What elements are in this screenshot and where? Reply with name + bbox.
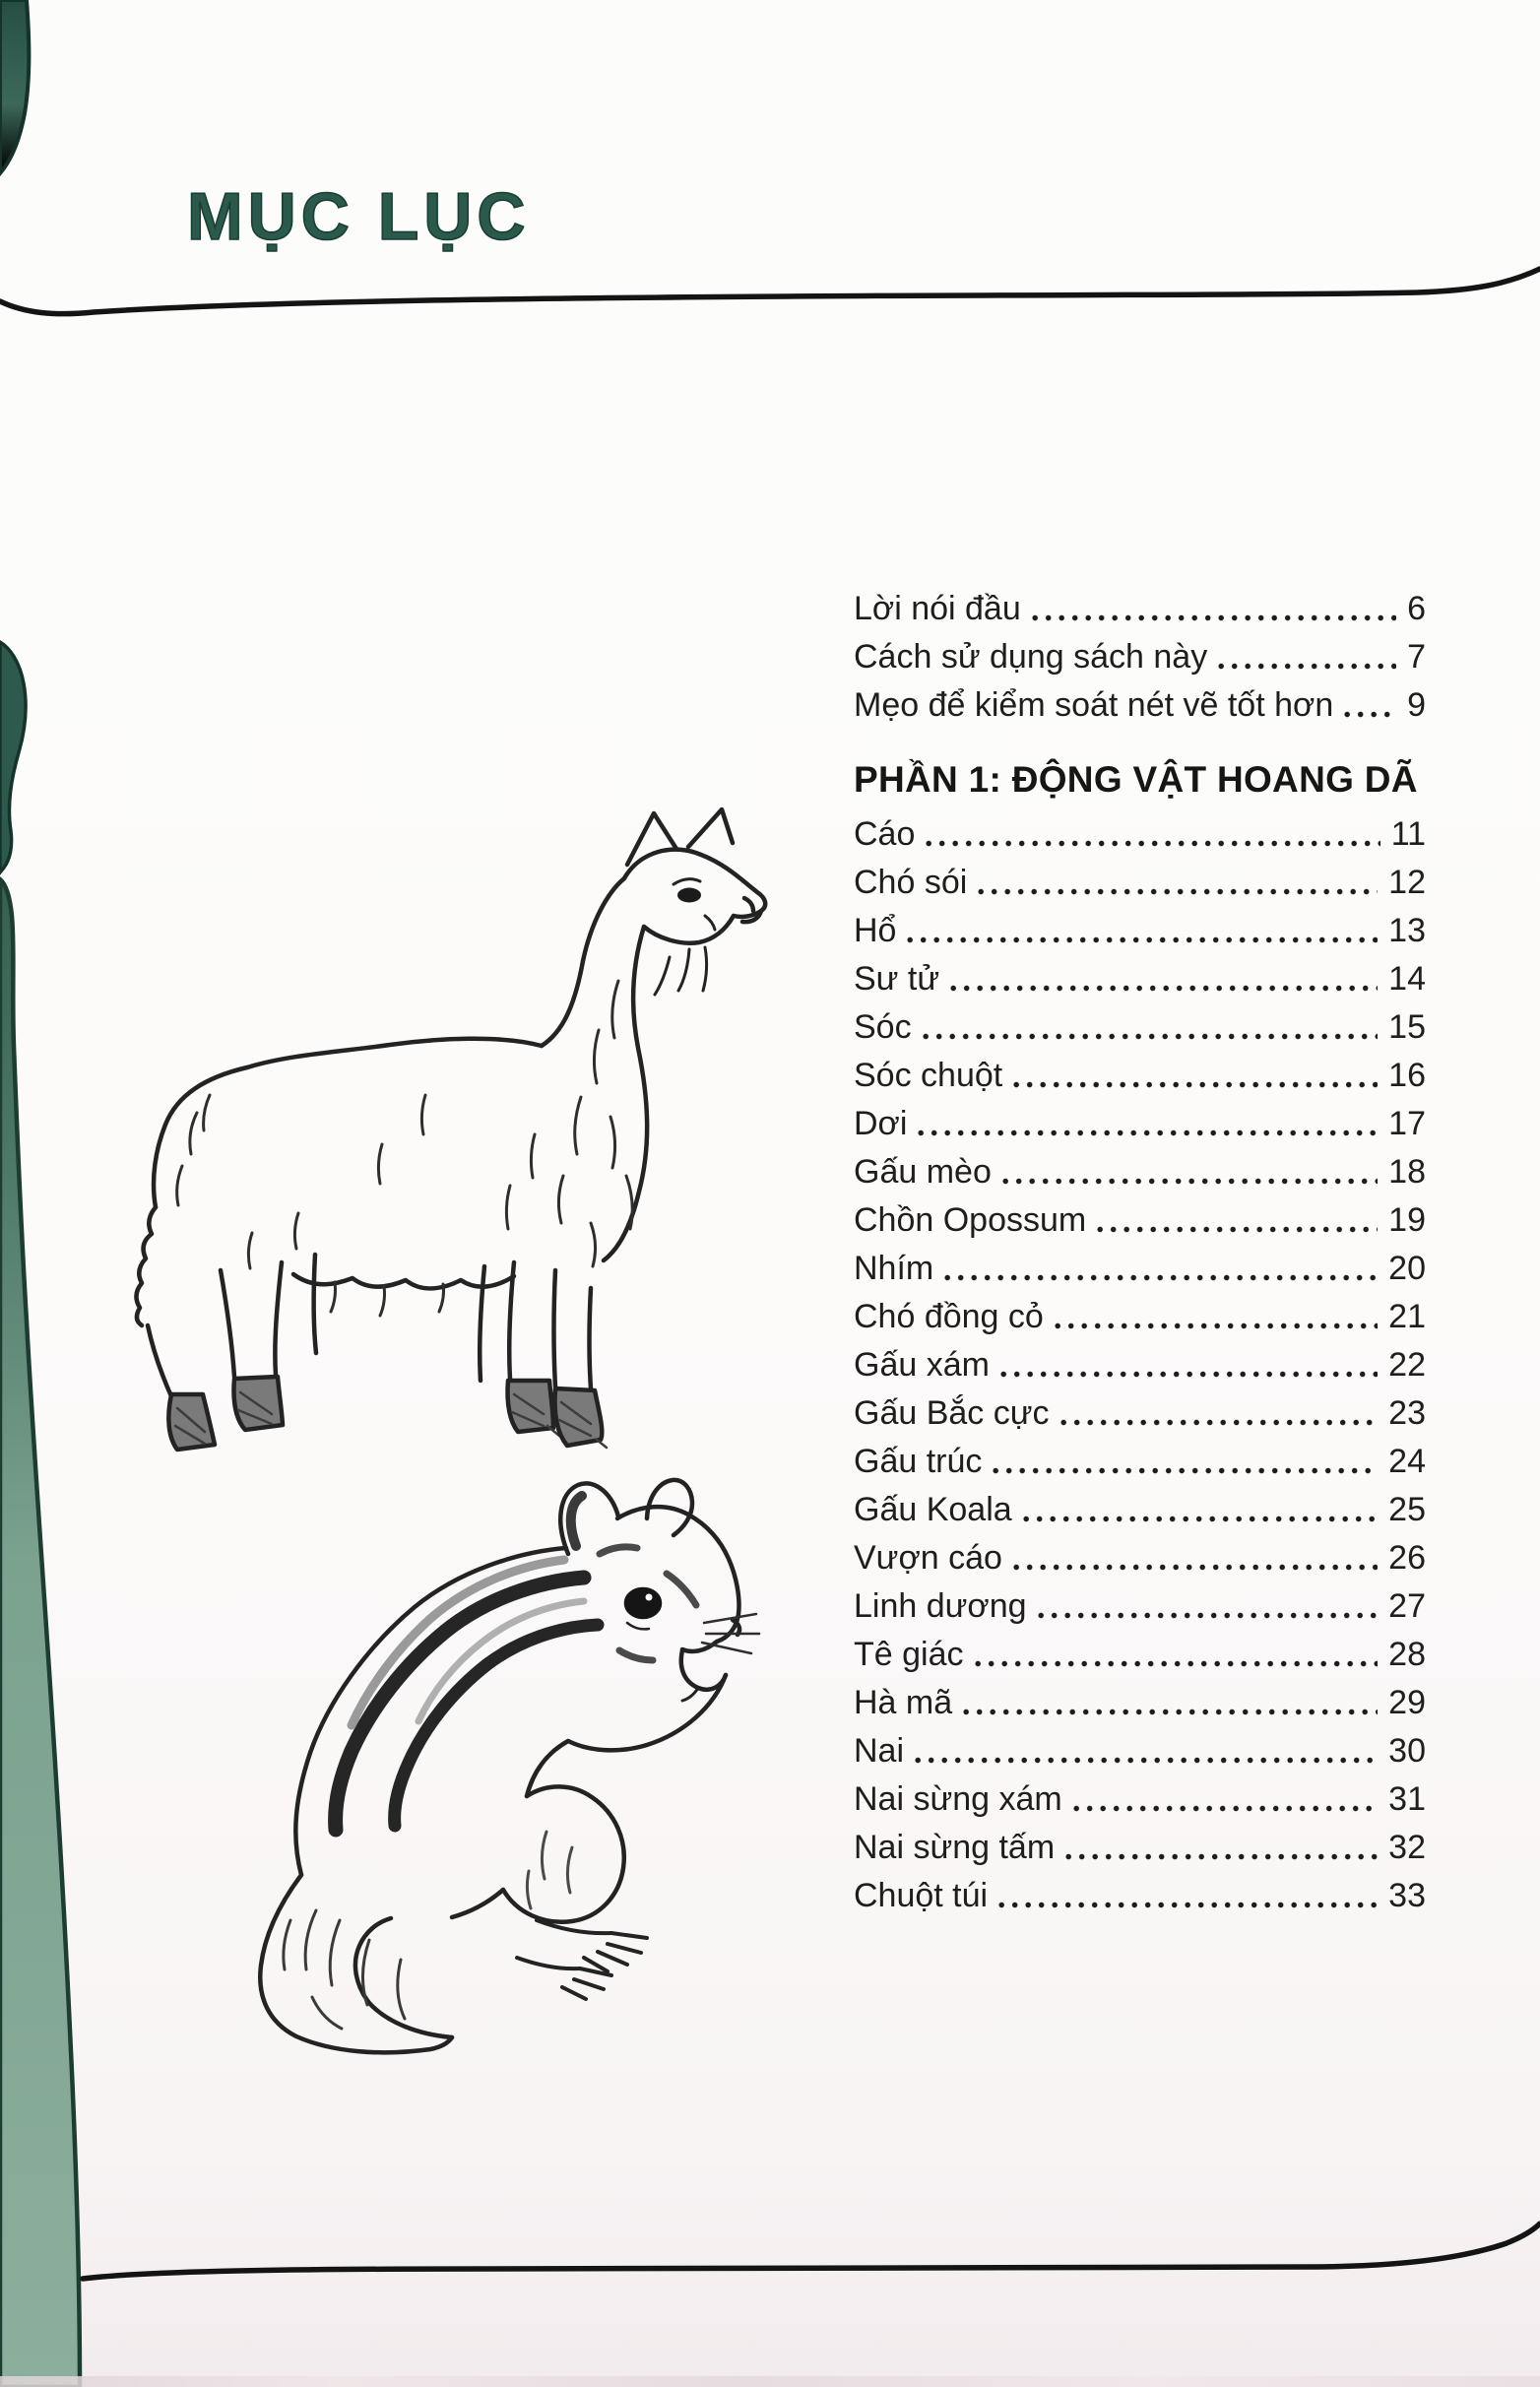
leader-dots <box>918 1129 1378 1136</box>
spine-lower-strip <box>0 879 80 2387</box>
toc-row <box>854 1432 1426 1480</box>
toc-entry-page-number: 7 <box>1407 637 1426 676</box>
toc-entry-page-number: 12 <box>1388 863 1426 901</box>
toc-entry-label: Hà mã <box>854 1683 953 1721</box>
toc-entry-label: Sư tử <box>854 959 940 998</box>
toc-entry-page-number: 19 <box>1388 1200 1426 1239</box>
toc-entry-label: Nhím <box>854 1249 934 1287</box>
toc-row <box>854 676 1426 724</box>
toc-row <box>854 805 1426 853</box>
toc-entry-page-number: 16 <box>1388 1056 1426 1094</box>
page-bottom-edge <box>0 2376 1540 2387</box>
toc-entry-list <box>854 805 1426 1914</box>
toc-entry-label: Gấu xám <box>854 1345 990 1384</box>
table-of-contents <box>854 579 1426 1914</box>
leader-dots <box>998 1902 1378 1908</box>
toc-row <box>854 1191 1426 1239</box>
toc-row <box>854 1335 1426 1384</box>
llama-illustration <box>87 800 786 1479</box>
leader-dots <box>1344 711 1396 718</box>
toc-row <box>854 1094 1426 1142</box>
toc-entry-page-number: 17 <box>1388 1104 1426 1142</box>
toc-row <box>854 1239 1426 1287</box>
toc-entry-label: Lời nói đầu <box>854 589 1021 627</box>
toc-row <box>854 1673 1426 1721</box>
toc-entry-label: Sóc <box>854 1007 912 1046</box>
toc-entry-label: Gấu trúc <box>854 1442 983 1480</box>
leader-dots <box>963 1709 1378 1715</box>
toc-entry-label: Mẹo để kiểm soát nét vẽ tốt hơn <box>854 685 1334 724</box>
toc-entry-page-number: 13 <box>1388 911 1426 949</box>
page-title: MỤC LỤC <box>187 179 531 254</box>
toc-entry-label: Gấu Bắc cực <box>854 1393 1050 1432</box>
toc-entry-label: Nai <box>854 1731 905 1770</box>
leader-dots <box>915 1757 1378 1764</box>
leader-dots <box>1218 663 1396 670</box>
toc-entry-page-number: 28 <box>1388 1635 1426 1673</box>
spine-upper-strip <box>0 642 26 872</box>
leader-dots <box>1055 1323 1378 1329</box>
toc-row <box>854 949 1426 998</box>
toc-entry-page-number: 6 <box>1407 589 1426 627</box>
toc-entry-label: Chồn Opossum <box>854 1200 1087 1239</box>
toc-row <box>854 1480 1426 1528</box>
toc-row <box>854 1528 1426 1577</box>
leader-dots <box>1013 1564 1378 1571</box>
toc-entry-label: Chó sói <box>854 863 968 901</box>
section-heading: PHẦN 1: ĐỘNG VẬT HOANG DÃ <box>854 759 1418 801</box>
toc-entry-label: Vượn cáo <box>854 1538 1002 1577</box>
toc-row <box>854 998 1426 1046</box>
toc-entry-page-number: 32 <box>1388 1828 1426 1866</box>
toc-row <box>854 1866 1426 1914</box>
toc-row <box>854 853 1426 901</box>
toc-row <box>854 1287 1426 1335</box>
toc-entry-page-number: 25 <box>1388 1490 1426 1528</box>
toc-entry-label: Tê giác <box>854 1635 964 1673</box>
top-border-line <box>0 0 1540 355</box>
toc-row <box>854 901 1426 949</box>
toc-entry-label: Hổ <box>854 911 897 949</box>
toc-row <box>854 1577 1426 1625</box>
toc-entry-label: Chuột túi <box>854 1876 989 1914</box>
toc-entry-label: Cáo <box>854 814 916 853</box>
toc-entry-page-number: 18 <box>1388 1152 1426 1191</box>
leader-dots <box>926 840 1380 847</box>
toc-entry-page-number: 27 <box>1388 1586 1426 1625</box>
toc-entry-label: Dơi <box>854 1104 908 1142</box>
toc-entry-label: Gấu mèo <box>854 1152 992 1191</box>
toc-entry-label: Sóc chuột <box>854 1056 1003 1094</box>
leader-dots <box>907 936 1378 943</box>
bottom-border-line <box>0 2196 1540 2314</box>
toc-entry-page-number: 20 <box>1388 1249 1426 1287</box>
toc-entry-label: Cách sử dụng sách này <box>854 637 1208 676</box>
toc-entry-page-number: 30 <box>1388 1731 1426 1770</box>
leader-dots <box>1013 1081 1378 1088</box>
leader-dots <box>1073 1805 1378 1812</box>
toc-entry-page-number: 29 <box>1388 1683 1426 1721</box>
toc-row <box>854 1721 1426 1770</box>
toc-row <box>854 1625 1426 1673</box>
toc-entry-label: Gấu Koala <box>854 1490 1012 1528</box>
leader-dots <box>1060 1419 1379 1426</box>
chipmunk-illustration <box>222 1457 793 2073</box>
toc-row <box>854 1142 1426 1191</box>
leader-dots <box>923 1033 1379 1040</box>
toc-entry-label: Nai sừng xám <box>854 1779 1062 1818</box>
leader-dots <box>1000 1371 1378 1378</box>
toc-entry-page-number: 24 <box>1388 1442 1426 1480</box>
leader-dots <box>1032 614 1396 621</box>
toc-intro-list <box>854 579 1426 724</box>
toc-row <box>854 1818 1426 1866</box>
toc-entry-page-number: 9 <box>1407 685 1426 724</box>
toc-entry-page-number: 15 <box>1388 1007 1426 1046</box>
leader-dots <box>1023 1516 1379 1522</box>
toc-entry-page-number: 33 <box>1388 1876 1426 1914</box>
leader-dots <box>978 888 1378 895</box>
toc-row <box>854 1384 1426 1432</box>
leader-dots <box>1097 1226 1378 1233</box>
toc-entry-page-number: 31 <box>1388 1779 1426 1818</box>
toc-entry-page-number: 14 <box>1388 959 1426 998</box>
leader-dots <box>944 1274 1378 1281</box>
toc-entry-page-number: 21 <box>1388 1297 1426 1335</box>
toc-entry-page-number: 22 <box>1388 1345 1426 1384</box>
toc-entry-label: Nai sừng tấm <box>854 1828 1056 1866</box>
toc-row <box>854 1046 1426 1094</box>
leader-dots <box>1065 1853 1378 1860</box>
toc-entry-label: Linh dương <box>854 1586 1027 1625</box>
toc-row <box>854 579 1426 627</box>
leader-dots <box>950 985 1378 992</box>
toc-entry-page-number: 11 <box>1390 814 1426 853</box>
toc-row <box>854 627 1426 676</box>
toc-entry-label: Chó đồng cỏ <box>854 1297 1044 1335</box>
leader-dots <box>975 1660 1379 1667</box>
toc-entry-page-number: 26 <box>1388 1538 1426 1577</box>
leader-dots <box>993 1467 1378 1474</box>
toc-entry-page-number: 23 <box>1388 1393 1426 1432</box>
leader-dots <box>1038 1612 1379 1619</box>
toc-row <box>854 1770 1426 1818</box>
leader-dots <box>1002 1178 1378 1185</box>
